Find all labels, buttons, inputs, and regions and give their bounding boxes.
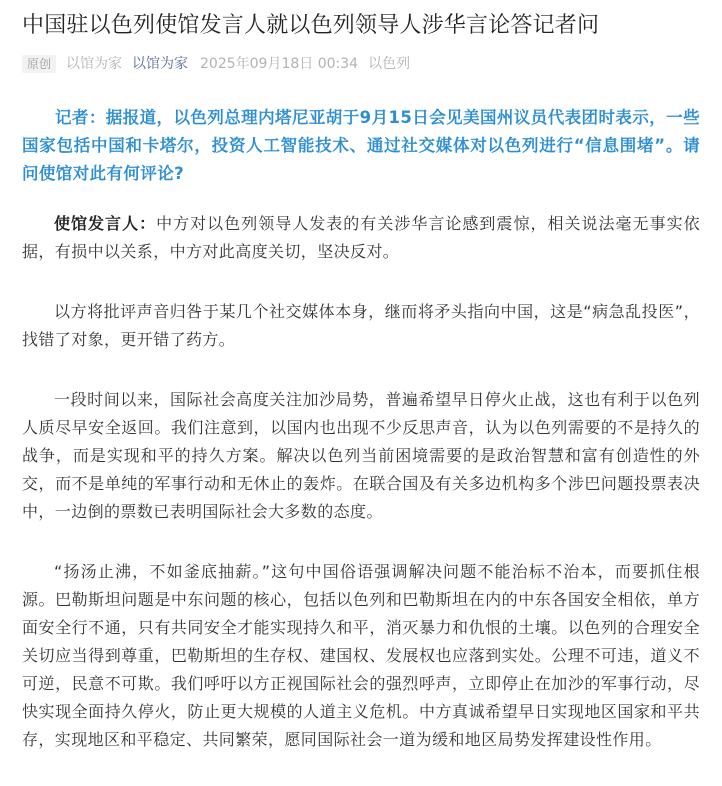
answer-paragraph-3: 一段时间以来，国际社会高度关注加沙局势，普遍希望早日停火止战，这也有利于以色列人质尽早安全返回。我们注意到，以国内也出现不少反思声音，认为以色列需要的不是持久的战争，而是实现和平的持久方案。解决以色列当前困境需要的是政治智慧和富有创造性的外交，而不是单纯的军事行动和无休止的轰炸。在联合国及有关多边机构多个涉巴问题投票表决中，一边倒的票数已表明国际社会大多数的态度。 [22, 390, 700, 521]
answer-paragraph-2: 以方将批评声音归咎于某几个社交媒体本身，继而将矛头指向中国，这是“病急乱投医”，找错了对象，更开错了药方。 [22, 302, 700, 349]
publish-date: 2025年09月18日 00:34 [200, 56, 359, 72]
publish-location: 以色列 [368, 56, 411, 72]
speaker-label: 使馆发言人： [54, 214, 157, 233]
article-title: 中国驻以色列使馆发言人就以色列领导人涉华言论答记者问 [22, 13, 600, 38]
account-link[interactable]: 以馆为家 [132, 56, 189, 72]
article-body [22, 104, 700, 786]
original-badge: 原创 [22, 55, 56, 73]
answer-paragraph-4: “扬汤止沸，不如釜底抽薪。”这句中国俗语强调解决问题不能治标不治本，而要抓住根源。巴勒斯坦问题是中东问题的核心，包括以色列和巴勒斯坦在内的中东各国安全相依，单方面安全行不通，只有共同安全才能实现持久和平，消灭暴力和仇恨的土壤。以色列的合理安全关切应当得到尊重，巴勒斯坦的生存权、建国权、发展权也应落到实处。公理不可违，道义不可逆，民意不可欺。我们呼吁以方正视国际社会的强烈呼声，立即停止在加沙的军事行动，尽快实现全面持久停火，防止更大规模的人道主义危机。中方真诚希望早日实现地区国家和平共存，实现地区和平稳定、共同繁荣，愿同国际社会一道为缓和地区局势发挥建设性作用。 [22, 562, 700, 749]
answer-text-1: 中方对以色列领导人发表的有关涉华言论感到震惊，相关说法毫无事实依据，有损中以关系，中方对此高度关切，坚决反对。 [22, 214, 700, 261]
article-meta [22, 54, 410, 74]
answer-paragraph-1 [22, 210, 700, 266]
reporter-question: 记者：据报道，以色列总理内塔尼亚胡于9月15日会见美国州议员代表团时表示，一些国家包括中国和卡塔尔，投资人工智能技术、通过社交媒体对以色列进行“信息围堵”。请问使馆对此有何评论? [22, 108, 700, 183]
author-name: 以馆为家 [66, 56, 123, 72]
